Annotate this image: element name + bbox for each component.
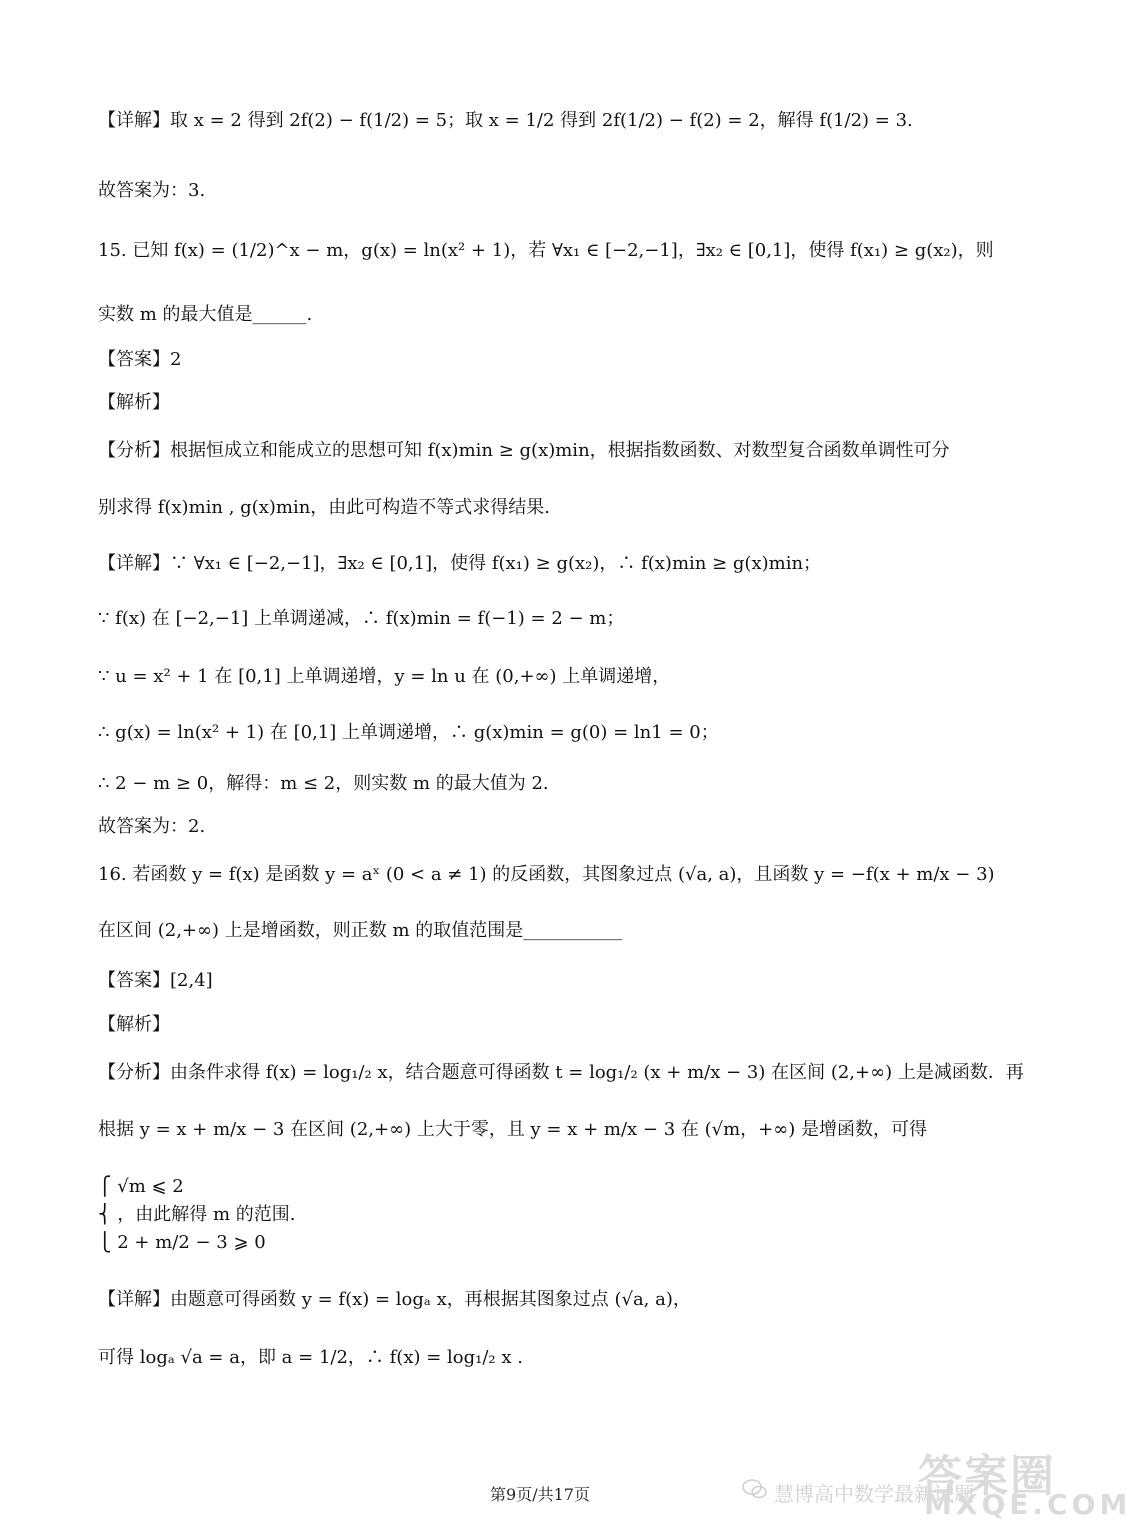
text-line: 别求得 f(x)min , g(x)min，由此可构造不等式求得结果. — [98, 497, 551, 518]
watermark-logo-domain: MXQE.COM — [924, 1488, 1131, 1521]
text-line: ⎨ ，由此解得 m 的范围. — [98, 1204, 296, 1225]
text-line: 可得 logₐ √a = a，即 a = 1/2，∴ f(x) = log₁/₂ x . — [98, 1347, 523, 1368]
watermark-logo-text: 答案圈 — [918, 1451, 1056, 1502]
text-line: ⎩ 2 + m/2 − 3 ⩾ 0 — [98, 1232, 266, 1253]
text-line: ⎧ √m ⩽ 2 — [98, 1176, 184, 1197]
watermark — [738, 1438, 1131, 1521]
text-line: ∴ g(x) = ln(x² + 1) 在 [0,1] 上单调递增，∴ g(x)min = g(0) = ln1 = 0； — [98, 722, 719, 743]
text-line: 【答案】2 — [98, 349, 182, 370]
text-line: 【分析】由条件求得 f(x) = log₁/₂ x，结合题意可得函数 t = log₁/₂ (x + m/x − 3) 在区间 (2,+∞) 上是减函数．再 — [98, 1062, 1024, 1083]
text-line: 实数 m 的最大值是______. — [98, 304, 313, 325]
text-line: 根据 y = x + m/x − 3 在区间 (2,+∞) 上大于零，且 y = x + m/x − 3 在 (√m，+∞) 是增函数，可得 — [98, 1119, 927, 1140]
text-line: 在区间 (2,+∞) 上是增函数，则正数 m 的取值范围是___________ — [98, 920, 623, 941]
watermark-account: 慧博高中数学最新试题 — [774, 1482, 974, 1506]
text-line: 【解析】 — [98, 1014, 170, 1035]
page-number: 第9页/共17页 — [490, 1485, 590, 1504]
text-line: 【详解】取 x = 2 得到 2f(2) − f(1/2) = 5；取 x = 1/2 得到 2f(1/2) − f(2) = 2，解得 f(1/2) = 3. — [98, 110, 913, 131]
text-line: ∵ f(x) 在 [−2,−1] 上单调递减，∴ f(x)min = f(−1) = 2 − m； — [98, 608, 625, 629]
text-line: 【详解】由题意可得函数 y = f(x) = logₐ x，再根据其图象过点 (√a, a)， — [98, 1289, 691, 1310]
text-line: ∵ u = x² + 1 在 [0,1] 上单调递增，y = ln u 在 (0,+∞) 上单调递增， — [98, 666, 671, 687]
text-line: ∴ 2 − m ≥ 0，解得：m ≤ 2，则实数 m 的最大值为 2. — [98, 773, 549, 794]
text-line: 【分析】根据恒成立和能成立的思想可知 f(x)min ≥ g(x)min，根据指数函数、对数型复合函数单调性可分 — [98, 440, 950, 461]
text-line: 故答案为：2. — [98, 816, 206, 837]
text-line: 【解析】 — [98, 392, 170, 413]
text-line: 15. 已知 f(x) = (1/2)^x − m，g(x) = ln(x² + 1)，若 ∀x₁ ∈ [−2,−1]，∃x₂ ∈ [0,1]，使得 f(x₁) ≥ g(x₂)，则 — [98, 240, 994, 261]
text-line: 【详解】∵ ∀x₁ ∈ [−2,−1]，∃x₂ ∈ [0,1]，使得 f(x₁) ≥ g(x₂)，∴ f(x)min ≥ g(x)min； — [98, 553, 822, 574]
text-line: 故答案为：3. — [98, 180, 206, 201]
text-line: 【答案】[2,4] — [98, 970, 213, 991]
text-line: 16. 若函数 y = f(x) 是函数 y = aˣ (0 < a ≠ 1) 的反函数，其图象过点 (√a, a)，且函数 y = −f(x + m/x − 3) — [98, 864, 995, 885]
